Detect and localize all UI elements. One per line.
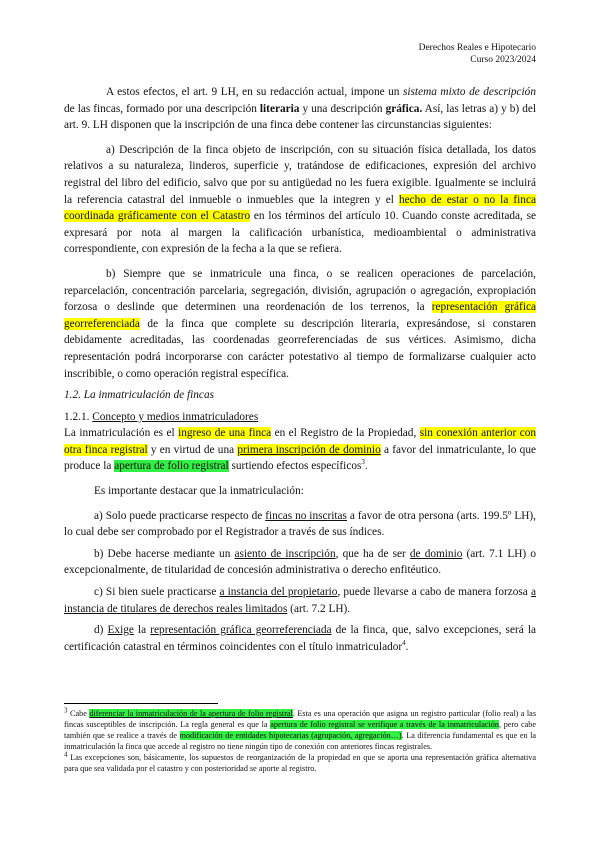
subsection-title: 1.2.1. Concepto y medios inmatriculadores xyxy=(64,410,259,423)
quote-item-a: a) Descripción de la finca objeto de inscripción, con su situación física detallada, los datos relativos a su naturaleza, linderos, superficie y, tratándose de edificaciones, expresión del archivo registral del libro del edificio, salvo que por su antigüedad no les fuera exigible. Igualmente se incluirá la referencia catastral del inmueble o inmuebles que la integren y el hecho de estar o no la finca coordinada gráficamente con el Catastro en los términos del artículo 10. Cuando conste acreditada, se expresará por nota al margen la calificación urbanística, medioambiental o administrativa correspondiente, con expresión de la fecha a la que se refiera. xyxy=(64,143,536,256)
course-year: Curso 2023/2024 xyxy=(470,55,536,65)
important-paragraph: Es importante destacar que la inmatriculación: xyxy=(94,485,304,498)
highlight: representación gráfica georreferenciada xyxy=(64,301,536,330)
point-d: d) Exige la representación gráfica georreferenciada de la finca, que, salvo excepciones, será la certificación catastral en términos coincidentes con el título inmatriculador$^4$. xyxy=(64,624,536,653)
footnote-4: $^4$ Las excepciones son, básicamente, los supuestos de reorganización de la propiedad en que se aporta una representación gráfica alternativa para que sea validada por el catastro y con posterioridad se aporte al registro. xyxy=(64,750,536,773)
footnote-ref[interactable]: 3 xyxy=(361,458,365,467)
quote-item-b: b) Siempre que se inmatricule una finca, o se realicen operaciones de parcelación, reparcelación, concentración parcelaria, segregación, división, agrupación o agregación, expropiación forzosa o deslinde que determinen una reordenación de los terrenos, la representación gráfica georreferenciada de la finca que complete su descripción literaria, expresándose, si constaren debidamente acreditadas, las coordenadas georreferenciadas de sus vértices. Asimismo, dicha representación podrá incorporarse con carácter potestativo al tiempo de formalizarse cualquier acto inscribible, o como operación registral específica. xyxy=(64,267,536,380)
highlight: hecho de estar o no la finca coordinada gráficamente con el Catastro xyxy=(64,193,536,223)
section-title: 1.2. La inmatriculación de fincas xyxy=(64,389,214,402)
highlight: ingreso de una finca xyxy=(178,427,272,440)
footnotes xyxy=(64,708,536,774)
footnote-ref[interactable]: 4 xyxy=(402,639,406,648)
highlight: primera inscripción de dominio xyxy=(237,443,381,456)
course-title: Derechos Reales e Hipotecario xyxy=(418,43,536,53)
document-body xyxy=(64,84,536,655)
footnote-divider xyxy=(64,703,218,704)
definition-paragraph: La inmatriculación es el ingreso de una finca en el Registro de la Propiedad, sin conexión anterior con otra finca registral y en virtud de una primera inscripción de dominio a favor del inmatriculante, lo que produce la apertura de folio registral surtiendo efectos específicos$^3$. xyxy=(64,427,537,473)
point-a: a) Solo puede practicarse respecto de fincas no inscritas a favor de otra persona (arts. 199.5º LH), lo cual debe ser comprobado por el Registrador a través de sus índices. xyxy=(64,509,536,539)
highlight: sin conexión anterior con otra finca registral xyxy=(64,427,537,456)
footnote-3: $^3$ Cabe diferenciar la inmatriculación de la apertura de folio registral. Esta es una operación que asigna un registro particular (folio real) a las fincas susceptibles de inscripción. La regla general es que la apertura de folio registral se verifique a través de la inmatriculación, pero cabe también que se realice a través de modificación de entidades hipotecarias (agrupación, agregación…). La diferencia fundamental es que en la inmatriculación la finca que accede al registro no tiene ningún tipo de conexión con anteriores fincas registrales. xyxy=(64,706,537,751)
highlight: modificación de entidades hipotecarias (agrupación, agregación…) xyxy=(179,731,402,740)
highlight: apertura de folio registral xyxy=(114,460,229,473)
intro-paragraph: A estos efectos, el art. 9 LH, en su redacción actual, impone un sistema mixto de descripción de las fincas, formado por una descripción literaria y una descripción gráfica. Así, las letras a) y b) del art. 9. LH disponen que la inscripción de una finca debe contener las circunstancias siguientes: xyxy=(64,86,537,132)
point-c: c) Si bien suele practicarse a instancia del propietario, puede llevarse a cabo de manera forzosa a instancia de titulares de derechos reales limitados (art. 7.2 LH). xyxy=(64,586,536,615)
point-b: b) Debe hacerse mediante un asiento de inscripción, que ha de ser de dominio (art. 7.1 LH) o excepcionalmente, de titularidad de concesión administrativa o derecho enfitéutico. xyxy=(64,547,536,577)
highlight: diferenciar la inmatriculación de la apertura de folio registral xyxy=(89,709,293,718)
highlight: apertura de folio registral se verifique a través de la inmatriculación xyxy=(270,720,499,729)
page-header xyxy=(419,42,536,66)
